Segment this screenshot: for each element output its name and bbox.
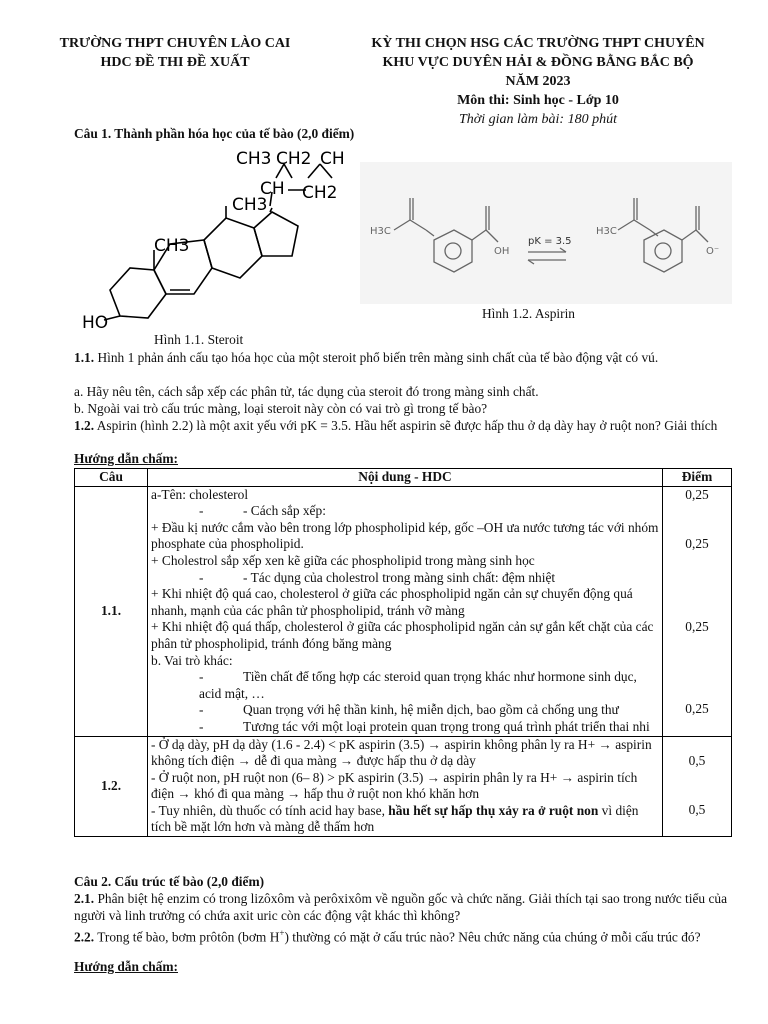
dash: -	[199, 503, 204, 519]
label-ch2-b: CH2	[302, 183, 338, 203]
question-1-title: Câu 1. Thành phần hóa học của tế bào (2,0 điểm)	[74, 126, 355, 141]
table-row	[75, 736, 732, 837]
content-line: Quan trọng với hệ thần kinh, hệ miễn dịch, bao gồm cả chống ung thư	[243, 702, 619, 718]
figure-1-1-caption: Hình 1.1. Steroit	[154, 332, 244, 347]
header-question: Câu	[75, 469, 148, 487]
table-row	[75, 486, 732, 736]
figure-1-2-caption: Hình 1.2. Aspirin	[482, 306, 575, 321]
question-1-1-a: a. Hãy nêu tên, cách sắp xếp các phân tử, tác dụng của steroit đó trong màng sinh chất.	[74, 384, 539, 399]
school-header	[20, 34, 330, 72]
exam-subject: Môn thi: Sinh học - Lớp 10	[457, 93, 619, 108]
label-ho: HO	[82, 313, 109, 333]
question-2-title: Câu 2. Cấu trúc tế bào (2,0 điểm)	[74, 874, 265, 889]
question-1-1-number: 1.1.	[74, 350, 95, 365]
dash: -	[199, 569, 204, 585]
score: 0,5	[688, 752, 706, 768]
label-ch-top: CH	[320, 149, 345, 169]
steroid-structure-figure	[76, 144, 348, 334]
label-ch3-c: CH3	[154, 236, 190, 256]
dash: -	[199, 669, 204, 685]
label-ch3-a: CH3	[236, 149, 272, 169]
label-ch2-a: CH2	[276, 149, 312, 169]
dash: -	[199, 702, 204, 718]
content-line: - Cách sắp xếp:	[243, 503, 326, 519]
content-line: + Khi nhiệt độ quá thấp, cholesterol ở giữa các phospholipid ngăn cản sự gắn kết chặt của các phân tử phospholipid, tránh đóng băng màng	[151, 619, 654, 651]
content-line: + Khi nhiệt độ quá cao, cholesterol ở giữa các phospholipid ngăn cản sự chuyển động quá nhanh, mạnh của các phân tử phospholipid, tránh vỡ màng	[151, 586, 633, 618]
content-line: - Ở dạ dày, pH dạ dày (1.6 - 2.4) < pK aspirin (3.5) → aspirin không phân ly ra H+ → aspirin không tích điện → dễ đi qua màng → được hấp thu ở dạ dày	[151, 736, 652, 769]
question-1-2-number: 1.2.	[74, 418, 95, 433]
content-line: + Đầu kị nước cắm vào bên trong lớp phospholipid kép, gốc –OH ưa nước tương tác với nhóm phosphate của phospholipid.	[151, 519, 659, 552]
row-label-1-2: 1.2.	[75, 736, 148, 837]
question-1-1	[74, 350, 734, 367]
label-ch: CH	[260, 179, 285, 199]
aspirin-equilibrium-figure	[360, 162, 732, 304]
content-line: Tiền chất để tổng hợp các steroid quan trọng khác như hormone sinh dục, acid mật, …	[199, 669, 637, 701]
table-header-row	[75, 469, 732, 487]
content-line: - Ở ruột non, pH ruột non (6– 8) > pK aspirin (3.5) → aspirin phân ly ra H+ → aspirin tích điện → khó đi qua màng → hấp thu ở ruột non khó khăn hơn	[151, 769, 638, 802]
row-score-1-2	[663, 736, 732, 837]
exam-time: Thời gian làm bài: 180 phút	[459, 112, 617, 127]
score: 0,25	[685, 486, 709, 502]
label-pk: pK = 3.5	[528, 236, 572, 247]
exam-title-2: KHU VỰC DUYÊN HẢI & ĐỒNG BẰNG BẮC BỘ	[382, 55, 694, 70]
content-line: b. Vai trò khác:	[151, 652, 233, 668]
header-score: Điểm	[663, 469, 732, 487]
label-h3c-right: H3C	[596, 226, 617, 237]
text: - Tuy nhiên, dù thuốc có tính acid hay base,	[151, 802, 389, 818]
header-content: Nội dung - HDC	[148, 469, 663, 487]
label-ch3-b: CH3	[232, 195, 268, 215]
text: vì diện tích bề mặt lớn hơn và màng dễ thấm hơn	[151, 802, 639, 835]
question-2-1	[74, 891, 734, 924]
row-content-1-1	[148, 486, 663, 736]
superscript: +	[279, 928, 285, 938]
score: 0,25	[685, 701, 709, 717]
doc-type: HDC ĐỀ THI ĐỀ XUẤT	[100, 55, 250, 70]
score: 0,25	[685, 618, 709, 634]
question-1-1-b: b. Ngoài vai trò cấu trúc màng, loại steroit này còn có vai trò gì trong tế bào?	[74, 401, 488, 416]
content-line: + Cholestrol sắp xếp xen kẽ giữa các phospholipid trong màng sinh học	[151, 552, 535, 568]
school-name: TRƯỜNG THPT CHUYÊN LÀO CAI	[59, 36, 291, 51]
question-2-1-text: Phân biệt hệ enzim có trong lizôxôm và perôxixôm về nguồn gốc và chức năng. Giải thích tại sao trong nước tiểu của người và linh trưởng có chứa axit uric còn các động vật khác thì không?	[74, 891, 728, 923]
question-2-2-text-cont: ) thường có mặt ở cấu trúc nào? Nêu chức năng của chúng ở mỗi cấu trúc đó?	[284, 929, 701, 945]
grading-table	[74, 468, 732, 837]
content-line	[151, 803, 659, 836]
exam-title-1: KỲ THI CHỌN HSG CÁC TRƯỜNG THPT CHUYÊN	[371, 36, 705, 51]
bold-text: hầu hết sự hấp thụ xảy ra ở ruột non	[388, 802, 599, 818]
label-o-minus: O⁻	[706, 246, 720, 257]
row-content-1-2	[148, 736, 663, 837]
content-line: a-Tên: cholesterol	[151, 486, 249, 502]
grading-guide-heading-2: Hướng dẫn chấm:	[74, 959, 178, 974]
question-2-2-number: 2.2.	[74, 929, 95, 945]
score: 0,25	[685, 536, 709, 552]
question-2-1-number: 2.1.	[74, 891, 95, 906]
dash: -	[199, 718, 204, 734]
row-label-1-1: 1.1.	[75, 486, 148, 736]
label-oh: OH	[494, 246, 510, 257]
question-2-2	[74, 925, 734, 946]
content-line: - Tác dụng của cholestrol trong màng sinh chất: đệm nhiệt	[243, 569, 556, 585]
question-1-2-text: Aspirin (hình 2.2) là một axit yếu với pK = 3.5. Hầu hết aspirin sẽ được hấp thu ở dạ dày hay ở ruột non? Giải thích	[94, 418, 718, 433]
exam-header	[328, 34, 748, 129]
grading-guide-heading-1: Hướng dẫn chấm:	[74, 451, 178, 466]
row-score-1-1	[663, 486, 732, 736]
question-2-2-text: Trong tế bào, bơm prôtôn (bơm H	[94, 929, 280, 945]
content-line: Tương tác với một loại protein quan trọng trong quá trình phát triển thai nhi	[243, 718, 650, 734]
score: 0,5	[688, 802, 706, 818]
question-1-2	[74, 418, 734, 435]
question-1-1-text: Hình 1 phản ánh cấu tạo hóa học của một steroit phổ biến trên màng sinh chất của tế bào động vật có vú.	[94, 350, 659, 365]
label-h3c-left: H3C	[370, 226, 391, 237]
exam-year: NĂM 2023	[505, 74, 571, 89]
